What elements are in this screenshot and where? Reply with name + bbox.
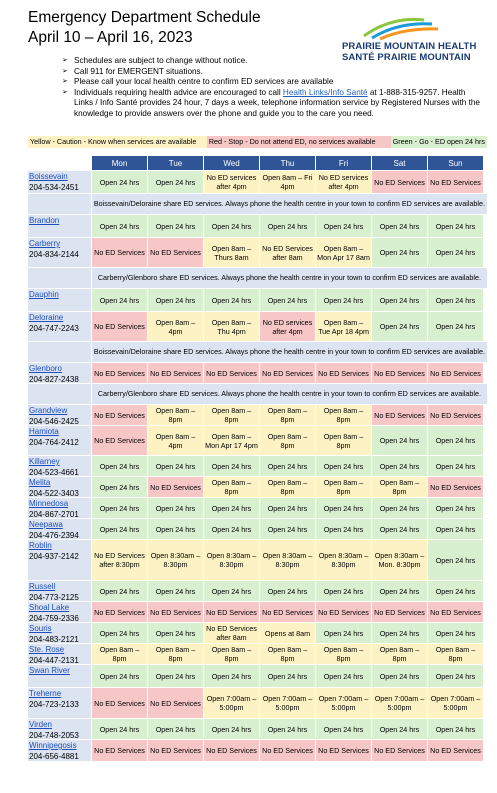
location-phone: 204-523-4661: [29, 467, 79, 476]
schedule-cell: Open 8am – 8pm: [203, 477, 259, 497]
notice-text: Individuals requiring health advice are encouraged to call: [74, 87, 283, 97]
schedule-cell: Open 24 hrs: [203, 719, 259, 739]
schedule-cell: Open 24 hrs: [203, 498, 259, 518]
location-link[interactable]: Carberry: [29, 239, 61, 248]
schedule-cell: Open 24 hrs: [259, 581, 315, 601]
shared-services-note: Boissevain/Deloraine share ED services. Always phone the health centre in your town to confirm ED services are available.: [91, 342, 487, 362]
location-link[interactable]: Ste. Rose: [29, 645, 65, 654]
schedule-cell: Open 24 hrs: [203, 665, 259, 687]
schedule-cell: Open 24 hrs: [371, 238, 427, 267]
schedule-cell: Open 24 hrs: [91, 477, 147, 497]
schedule-cell: No ED Services: [427, 477, 483, 497]
schedule-cell: Open 24 hrs: [371, 719, 427, 739]
location-cell: [28, 477, 91, 497]
schedule-cell: Open 24 hrs: [203, 289, 259, 311]
notice-item-health-links: [62, 88, 482, 120]
location-phone: 204-747-2243: [29, 323, 79, 333]
schedule-cell: Open 8am – 8pm: [147, 405, 203, 425]
note-spacer: [28, 194, 91, 214]
table-row: [28, 519, 487, 540]
schedule-cell: Open 24 hrs: [147, 519, 203, 539]
schedule-cell: Open 24 hrs: [427, 581, 483, 601]
schedule-cell: Open 24 hrs: [315, 498, 371, 518]
schedule-cell: Open 24 hrs: [427, 498, 483, 518]
schedule-cell: Open 7:00am – 5:00pm: [315, 688, 371, 718]
location-link[interactable]: Melita: [29, 478, 51, 487]
schedule-cell: Open 24 hrs: [91, 171, 147, 193]
table-row: [28, 456, 487, 477]
schedule-cell: Open 8:30am – 8:30pm: [203, 540, 259, 580]
notice-list: [62, 56, 482, 120]
schedule-cell: No ED Services: [427, 363, 483, 383]
table-row: [28, 665, 487, 688]
location-link[interactable]: Hamiota: [29, 427, 59, 436]
schedule-cell: No ED Services: [91, 426, 147, 455]
schedule-cell: No ED Services: [259, 740, 315, 761]
schedule-cell: Open 7:00am – 5:00pm: [371, 688, 427, 718]
schedule-cell: Open 8am – 8pm: [371, 477, 427, 497]
schedule-cell: Open 24 hrs: [315, 719, 371, 739]
location-phone: 204-522-3403: [29, 488, 79, 497]
table-row: [28, 405, 487, 426]
table-row: [28, 477, 487, 498]
schedule-cell: Open 24 hrs: [259, 665, 315, 687]
table-row: [28, 238, 487, 268]
schedule-cell: Open 24 hrs: [427, 312, 483, 341]
schedule-cell: Open 8:30am – Mon. 8:30pm: [371, 540, 427, 580]
schedule-cell: Open 24 hrs: [371, 498, 427, 518]
schedule-cell: Open 8am – 4pm: [147, 312, 203, 341]
day-header: Fri: [315, 156, 371, 170]
location-cell: [28, 312, 91, 341]
schedule-cell: Open 24 hrs: [203, 581, 259, 601]
location-phone: 204-656-4881: [29, 751, 79, 761]
note-spacer: [28, 268, 91, 288]
schedule-cell: Open 8am – 8pm: [315, 477, 371, 497]
note-spacer: [28, 384, 91, 404]
location-link[interactable]: Minnedosa: [29, 499, 69, 508]
location-link[interactable]: Brandon: [29, 216, 60, 225]
schedule-cell: Open 24 hrs: [427, 665, 483, 687]
table-row: [28, 426, 487, 456]
schedule-cell: Open 24 hrs: [427, 623, 483, 643]
location-cell: [28, 644, 91, 664]
schedule-cell: No ED Services: [91, 602, 147, 622]
schedule-cell: No ED Services: [371, 363, 427, 383]
notice-item: ➢ Please call your local health centre to confirm ED services are available: [62, 77, 482, 88]
schedule-cell: Open 8am – Mon Apr 17 4pm: [203, 426, 259, 455]
location-phone: 204-867-2701: [29, 509, 79, 518]
schedule-cell: Open 24 hrs: [371, 456, 427, 476]
location-link[interactable]: Treherne: [29, 689, 62, 698]
schedule-cell: No ED Services: [147, 477, 203, 497]
schedule-cell: No ED Services: [371, 602, 427, 622]
schedule-cell: Open 24 hrs: [147, 215, 203, 237]
schedule-cell: No ED Services: [91, 688, 147, 718]
schedule-cell: Open 24 hrs: [315, 623, 371, 643]
schedule-cell: Open 24 hrs: [147, 456, 203, 476]
shared-services-note: Carberry/Glenboro share ED services. Always phone the health centre in your town to confirm ED services are available.: [91, 384, 487, 404]
table-row: [28, 602, 487, 623]
shared-services-note-row: [28, 268, 487, 289]
schedule-cell: No ED Services: [259, 363, 315, 383]
location-phone: 204-483-2121: [29, 634, 79, 643]
location-cell: [28, 623, 91, 643]
shared-services-note: Carberry/Glenboro share ED services. Always phone the health centre in your town to confirm ED services are available.: [91, 268, 487, 288]
title-date-range: April 10 – April 16, 2023: [28, 29, 193, 46]
schedule-cell: Open 24 hrs: [147, 623, 203, 643]
table-row: [28, 644, 487, 665]
schedule-cell: Open 24 hrs: [427, 719, 483, 739]
schedule-cell: Open 24 hrs: [91, 498, 147, 518]
schedule-cell: Open 24 hrs: [427, 238, 483, 267]
schedule-cell: Open 24 hrs: [371, 289, 427, 311]
day-header: Sat: [371, 156, 427, 170]
schedule-table: [28, 156, 487, 762]
logo-text-english: PRAIRIE MOUNTAIN HEALTH: [342, 41, 477, 52]
table-row: [28, 171, 487, 194]
legend-green: Green - Go - ED open 24 hrs: [392, 137, 485, 146]
schedule-cell: Open 8am – 4pm: [147, 426, 203, 455]
schedule-cell: No ED Services: [427, 171, 483, 193]
schedule-cell: Open 24 hrs: [147, 171, 203, 193]
location-link[interactable]: Grandview: [29, 406, 68, 415]
schedule-cell: Open 8am – 8pm: [203, 644, 259, 664]
schedule-cell: No ED services after 4pm: [259, 312, 315, 341]
day-header: Sun: [427, 156, 483, 170]
schedule-cell: Open 8am – 8pm: [259, 426, 315, 455]
schedule-cell: Open 24 hrs: [427, 540, 483, 580]
schedule-cell: Open 24 hrs: [315, 215, 371, 237]
location-phone: 204-759-2336: [29, 613, 79, 622]
table-row: [28, 740, 487, 762]
location-phone: 204-773-2125: [29, 592, 79, 601]
schedule-cell: No ED Services after 8:30pm: [91, 540, 147, 580]
legend-red: Red - Stop - Do not attend ED, no services available: [207, 136, 391, 148]
table-row: [28, 312, 487, 342]
day-header: Thu: [259, 156, 315, 170]
schedule-cell: No ED Services: [147, 602, 203, 622]
schedule-cell: No ED Services: [91, 363, 147, 383]
schedule-cell: No ED Services after 8am: [259, 238, 315, 267]
location-link[interactable]: Boissevain: [29, 172, 68, 181]
schedule-cell: Opens at 8am: [259, 623, 315, 643]
schedule-cell: Open 24 hrs: [259, 215, 315, 237]
schedule-cell: No ED Services: [91, 405, 147, 425]
schedule-cell: Open 24 hrs: [315, 519, 371, 539]
table-row: [28, 688, 487, 719]
schedule-cell: No ED Services: [203, 363, 259, 383]
location-cell: [28, 426, 91, 455]
schedule-cell: Open 24 hrs: [91, 581, 147, 601]
schedule-cell: No ED Services: [147, 740, 203, 761]
location-phone: 204-937-2142: [29, 551, 79, 561]
schedule-cell: Open 24 hrs: [371, 215, 427, 237]
schedule-cell: No ED Services: [315, 740, 371, 761]
location-link[interactable]: Deloraine: [29, 313, 64, 322]
schedule-cell: Open 24 hrs: [427, 519, 483, 539]
schedule-cell: Open 24 hrs: [91, 456, 147, 476]
notice-text: at 1-888-315-9257. Health Links / Info Santé provides 24 hour, 7 days a week, telephone information service by Registered Nurses with the knowledge to provide answers over the phone and guide you to the care you need.: [74, 87, 480, 118]
schedule-cell: Open 8am – Thu 4pm: [203, 312, 259, 341]
schedule-cell: Open 24 hrs: [315, 581, 371, 601]
schedule-cell: Open 7:00am – 5:00pm: [203, 688, 259, 718]
schedule-cell: No ED Services: [203, 740, 259, 761]
schedule-cell: Open 24 hrs: [91, 719, 147, 739]
schedule-cell: Open 8am – Fri 4pm: [259, 171, 315, 193]
table-row: [28, 581, 487, 602]
location-cell: [28, 289, 91, 311]
schedule-cell: Open 8:30am – 8:30pm: [147, 540, 203, 580]
schedule-cell: Open 8am – 8pm: [259, 644, 315, 664]
schedule-cell: No ED Services: [371, 171, 427, 193]
location-cell: [28, 581, 91, 601]
schedule-cell: Open 8am – Tue Apr 18 4pm: [315, 312, 371, 341]
location-phone: 204-834-2144: [29, 249, 79, 259]
table-header-row: [28, 156, 487, 171]
schedule-cell: Open 24 hrs: [315, 456, 371, 476]
location-cell: [28, 171, 91, 193]
schedule-cell: Open 8am – 8pm: [91, 644, 147, 664]
schedule-cell: Open 24 hrs: [371, 312, 427, 341]
schedule-cell: No ED Services: [203, 602, 259, 622]
schedule-cell: Open 24 hrs: [427, 215, 483, 237]
schedule-cell: Open 24 hrs: [259, 456, 315, 476]
header-corner: [28, 156, 91, 170]
schedule-cell: Open 24 hrs: [259, 498, 315, 518]
location-phone: 204-546-2425: [29, 416, 79, 425]
notice-item: ➢ Call 911 for EMERGENT situations.: [62, 67, 482, 78]
schedule-cell: Open 24 hrs: [315, 665, 371, 687]
location-link[interactable]: Neepawa: [29, 520, 63, 529]
title-line-1: Emergency Department Schedule: [28, 9, 261, 26]
location-phone: 204-447-2131: [29, 655, 79, 664]
schedule-cell: Open 24 hrs: [315, 289, 371, 311]
schedule-cell: Open 24 hrs: [91, 289, 147, 311]
note-spacer: [28, 342, 91, 362]
health-links-link[interactable]: Health Links/Info Santé: [282, 87, 368, 97]
schedule-cell: Open 8am – 8pm: [315, 644, 371, 664]
schedule-cell: Open 24 hrs: [91, 623, 147, 643]
location-link[interactable]: Russell: [29, 582, 56, 591]
location-link[interactable]: Winnipegosis: [29, 741, 77, 750]
schedule-cell: Open 8am – 8pm: [315, 426, 371, 455]
schedule-cell: Open 24 hrs: [203, 519, 259, 539]
schedule-cell: Open 24 hrs: [147, 498, 203, 518]
schedule-cell: No ED Services: [371, 405, 427, 425]
notice-item: ➢ Schedules are subject to change without notice.: [62, 56, 482, 67]
schedule-cell: No ED Services: [315, 602, 371, 622]
location-phone: 204-723-2133: [29, 699, 79, 709]
schedule-cell: No ED Services: [371, 740, 427, 761]
schedule-cell: Open 24 hrs: [147, 581, 203, 601]
location-link[interactable]: Dauphin: [29, 290, 59, 299]
location-cell: [28, 665, 91, 687]
schedule-cell: Open 24 hrs: [371, 623, 427, 643]
schedule-cell: No ED Services: [91, 740, 147, 761]
schedule-cell: Open 24 hrs: [91, 215, 147, 237]
schedule-cell: Open 24 hrs: [371, 426, 427, 455]
table-row: [28, 719, 487, 740]
table-row: [28, 623, 487, 644]
location-cell: [28, 405, 91, 425]
schedule-cell: No ED Services: [259, 602, 315, 622]
location-cell: [28, 363, 91, 383]
schedule-cell: Open 24 hrs: [147, 665, 203, 687]
location-cell: [28, 215, 91, 237]
location-link[interactable]: Roblin: [29, 541, 52, 550]
table-row: [28, 540, 487, 581]
location-phone: 204-476-2394: [29, 530, 79, 539]
schedule-cell: Open 8:30am – 8:30pm: [315, 540, 371, 580]
schedule-cell: No ED Services: [427, 740, 483, 761]
schedule-cell: Open 24 hrs: [427, 426, 483, 455]
schedule-cell: No ED Services: [427, 405, 483, 425]
schedule-cell: Open 7:00am – 5:00pm: [427, 688, 483, 718]
schedule-cell: Open 8am – 8pm: [371, 644, 427, 664]
location-link[interactable]: Killarney: [29, 457, 60, 466]
day-header: Mon: [91, 156, 147, 170]
logo-swoosh-icon: [362, 10, 442, 40]
legend-yellow: Yellow - Caution - Know when services are available: [28, 136, 207, 148]
location-phone: 204-764-2412: [29, 437, 79, 447]
day-header: Tue: [147, 156, 203, 170]
location-link[interactable]: Souris: [29, 624, 52, 633]
table-row: [28, 498, 487, 519]
schedule-cell: Open 24 hrs: [203, 456, 259, 476]
location-cell: [28, 238, 91, 267]
location-cell: [28, 602, 91, 622]
schedule-cell: Open 24 hrs: [259, 719, 315, 739]
schedule-cell: Open 8am – 8pm: [259, 405, 315, 425]
schedule-cell: Open 24 hrs: [147, 289, 203, 311]
location-link[interactable]: Shoal Lake: [29, 603, 70, 612]
location-link[interactable]: Virden: [29, 720, 52, 729]
table-row: [28, 215, 487, 238]
schedule-cell: Open 24 hrs: [259, 289, 315, 311]
location-cell: [28, 456, 91, 476]
schedule-cell: Open 8am – 8pm: [147, 644, 203, 664]
schedule-cell: Open 24 hrs: [203, 215, 259, 237]
shared-services-note-row: [28, 384, 487, 405]
schedule-cell: Open 24 hrs: [91, 519, 147, 539]
schedule-cell: No ED Services: [147, 238, 203, 267]
schedule-cell: Open 8am – Thurs 8am: [203, 238, 259, 267]
schedule-cell: No ED Services: [315, 363, 371, 383]
logo-text-french: SANTÉ PRAIRIE MOUNTAIN: [342, 52, 471, 63]
table-row: [28, 363, 487, 384]
schedule-cell: No ED services after 4pm: [203, 171, 259, 193]
schedule-cell: Open 24 hrs: [147, 719, 203, 739]
schedule-cell: Open 24 hrs: [371, 665, 427, 687]
location-cell: [28, 498, 91, 518]
schedule-cell: Open 8am – 8pm: [203, 405, 259, 425]
schedule-cell: No ED services after 4pm: [315, 171, 371, 193]
schedule-cell: No ED Services: [147, 363, 203, 383]
location-link[interactable]: Swan River: [29, 666, 70, 675]
location-phone: 204-827-2438: [29, 374, 79, 383]
location-phone: 204-748-2053: [29, 730, 79, 739]
shared-services-note-row: [28, 194, 487, 215]
schedule-cell: Open 8:30am – 8:30pm: [259, 540, 315, 580]
schedule-cell: No ED Services after 8am: [203, 623, 259, 643]
schedule-cell: Open 7:00am – 5:00pm: [259, 688, 315, 718]
location-cell: [28, 688, 91, 718]
shared-services-note: Boissevain/Deloraine share ED services. Always phone the health centre in your town to confirm ED services are available.: [91, 194, 487, 214]
location-cell: [28, 540, 91, 580]
schedule-cell: Open 8am – 8pm: [259, 477, 315, 497]
schedule-cell: Open 24 hrs: [371, 519, 427, 539]
schedule-cell: Open 24 hrs: [259, 519, 315, 539]
day-header: Wed: [203, 156, 259, 170]
schedule-cell: Open 8am – Mon Apr 17 8am: [315, 238, 371, 267]
schedule-cell: Open 8am – 8pm: [315, 405, 371, 425]
location-link[interactable]: Glenboro: [29, 364, 62, 373]
schedule-cell: No ED Services: [91, 312, 147, 341]
location-cell: [28, 519, 91, 539]
schedule-cell: No ED Services: [147, 688, 203, 718]
location-cell: [28, 719, 91, 739]
page-title: [28, 8, 261, 48]
schedule-cell: Open 24 hrs: [427, 289, 483, 311]
schedule-cell: Open 24 hrs: [91, 665, 147, 687]
table-row: [28, 289, 487, 312]
location-phone: 204-534-2451: [29, 182, 79, 192]
schedule-cell: No ED Services: [427, 602, 483, 622]
schedule-cell: Open 8am – 8pm: [427, 644, 483, 664]
schedule-cell: Open 24 hrs: [371, 581, 427, 601]
shared-services-note-row: [28, 342, 487, 363]
schedule-cell: No ED Services: [91, 238, 147, 267]
schedule-cell: Open 24 hrs: [427, 456, 483, 476]
color-legend: [28, 136, 487, 148]
location-cell: [28, 740, 91, 761]
